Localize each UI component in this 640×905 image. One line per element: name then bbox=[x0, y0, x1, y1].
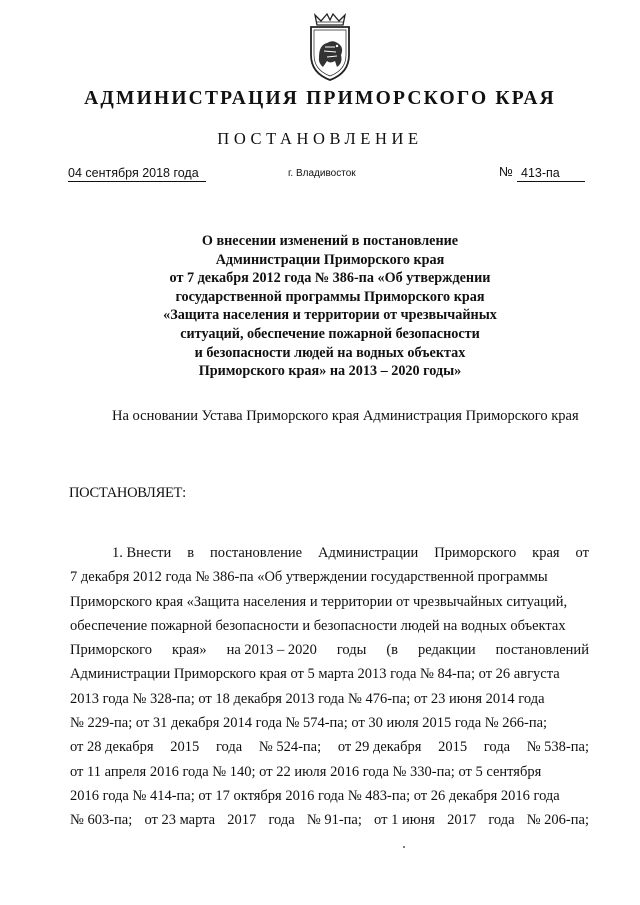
body-line-segment: годы bbox=[336, 642, 367, 659]
title-line: О внесении изменений в постановление bbox=[201, 233, 459, 249]
body-line-segment: года bbox=[215, 739, 243, 756]
body-line-segment: от 11 апреля 2016 года № 140; от 22 июля 2016 года № 330-па; от 5 сентября bbox=[70, 763, 542, 780]
body-line-segment: (в bbox=[386, 642, 399, 659]
body-line-segment: от 29 декабря bbox=[337, 739, 422, 756]
body-line bbox=[70, 760, 589, 784]
body-line-segment: 2015 bbox=[170, 739, 200, 756]
body-line bbox=[70, 735, 589, 759]
body-paragraph bbox=[70, 541, 589, 833]
body-line bbox=[70, 784, 589, 808]
agency-name: АДМИНИСТРАЦИЯ ПРИМОРСКОГО КРАЯ bbox=[84, 88, 556, 109]
body-line-segment: редакции bbox=[417, 642, 476, 659]
body-line bbox=[70, 638, 589, 662]
body-line-segment: № 229-па; от 31 декабря 2014 года № 574-па; от 30 июля 2015 года № 266-па; bbox=[70, 715, 548, 732]
title-line: ситуаций, обеспечение пожарной безопасности bbox=[180, 325, 480, 342]
body-line-segment: постановление bbox=[210, 545, 303, 561]
body-line-segment: № 538-па; bbox=[526, 739, 589, 756]
body-line-segment: года bbox=[488, 812, 515, 829]
body-line-segment: края» bbox=[171, 642, 207, 659]
body-line bbox=[70, 565, 589, 589]
body-line-segment: 2015 bbox=[438, 739, 468, 756]
body-line-segment: 2017 bbox=[227, 812, 257, 829]
body-line-segment: № 91-па; bbox=[306, 812, 362, 829]
title-line: и безопасности людей на водных объектах bbox=[194, 344, 466, 361]
body-line-segment: Администрации Приморского края от 5 марта 2013 года № 84-па; от 26 августа bbox=[70, 666, 560, 683]
body-line-segment: года bbox=[268, 812, 295, 829]
body-line-segment: от bbox=[575, 545, 589, 561]
body-line bbox=[70, 711, 589, 735]
document-type: ПОСТАНОВЛЕНИЕ bbox=[217, 129, 423, 148]
body-line-segment: в bbox=[187, 545, 195, 561]
body-line-segment: Приморского bbox=[434, 545, 517, 561]
body-line-segment: на 2013 – 2020 bbox=[226, 642, 317, 659]
body-line-segment: Приморского bbox=[70, 642, 152, 659]
body-line-segment: Администрации bbox=[318, 545, 419, 561]
body-line-segment: от 23 марта bbox=[144, 812, 216, 829]
scan-mark bbox=[403, 846, 405, 848]
coat-of-arms-icon bbox=[297, 11, 363, 83]
body-line bbox=[70, 614, 589, 638]
document-title bbox=[120, 232, 540, 381]
body-line-segment: от 28 декабря bbox=[70, 739, 154, 756]
body-line-segment: года bbox=[483, 739, 511, 756]
body-line bbox=[70, 662, 589, 686]
resolve-heading: ПОСТАНОВЛЯЕТ: bbox=[69, 485, 186, 501]
body-line-segment: № 206-па; bbox=[526, 812, 589, 829]
title-line: Администрации Приморского края bbox=[215, 251, 445, 268]
body-line bbox=[70, 541, 589, 565]
body-line-segment: 2013 года № 328-па; от 18 декабря 2013 года № 476-па; от 23 июня 2014 года bbox=[70, 690, 545, 707]
document-number: 413-па bbox=[517, 166, 585, 182]
title-line: от 7 декабря 2012 года № 386-па «Об утверждении bbox=[169, 270, 491, 287]
body-line-segment: обеспечение пожарной безопасности и безопасности людей на водных объектах bbox=[70, 617, 566, 634]
body-line bbox=[70, 687, 589, 711]
title-line: государственной программы Приморского края bbox=[175, 288, 485, 305]
body-line-segment: 7 декабря 2012 года № 386-па «Об утверждении государственной программы bbox=[70, 569, 548, 586]
body-line bbox=[70, 590, 589, 614]
basis-paragraph: На основании Устава Приморского края Администрация Приморского края bbox=[112, 408, 579, 424]
body-line-segment: от 1 июня bbox=[374, 812, 435, 829]
body-line-segment: 2017 bbox=[447, 812, 477, 829]
body-line-segment: № 603-па; bbox=[70, 812, 133, 829]
body-line-segment: № 524-па; bbox=[258, 739, 322, 756]
title-line: «Защита населения и территории от чрезвычайных bbox=[163, 307, 497, 324]
document-date: 04 сентября 2018 года bbox=[68, 166, 206, 182]
body-line-segment: края bbox=[532, 545, 560, 561]
body-line-segment: 2016 года № 414-па; от 17 октября 2016 года № 483-па; от 26 декабря 2016 года bbox=[70, 787, 560, 804]
document-city: г. Владивосток bbox=[288, 168, 356, 179]
title-line: Приморского края» на 2013 – 2020 годы» bbox=[198, 363, 462, 380]
body-line-segment: Приморского края «Защита населения и территории от чрезвычайных ситуаций, bbox=[70, 593, 568, 610]
body-line bbox=[70, 808, 589, 832]
body-line-segment: постановлений bbox=[495, 642, 589, 659]
body-line-segment: 1. Внести bbox=[112, 545, 172, 561]
document-number-label: № bbox=[499, 164, 513, 179]
